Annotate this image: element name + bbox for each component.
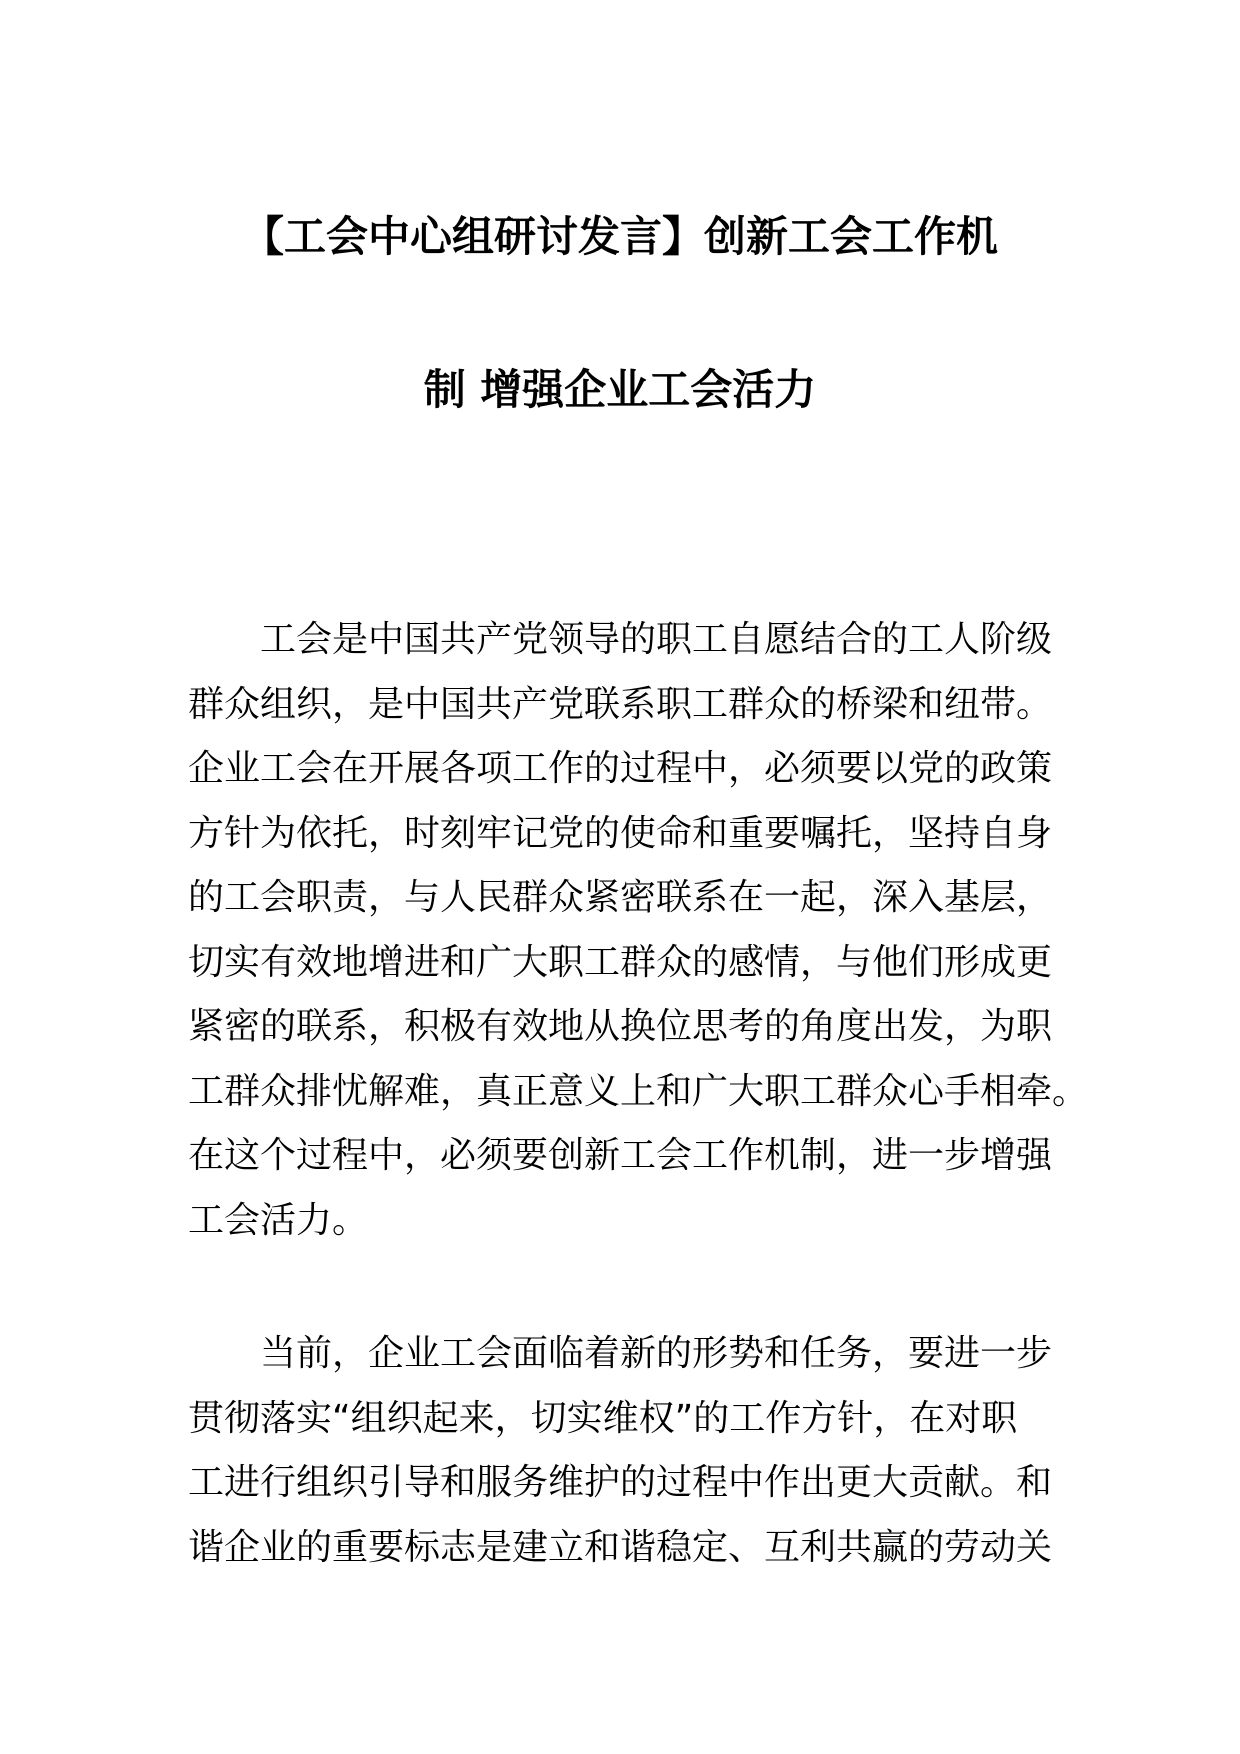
paragraph-line: 贯彻落实“组织起来，切实维权”的工作方针，在对职 <box>188 1397 1018 1439</box>
paragraph-line: 切实有效地增进和广大职工群众的感情，与他们形成更 <box>188 941 1053 983</box>
paragraph-line: 工群众排忧解难，真正意义上和广大职工群众心手相牵。 <box>188 1070 1089 1112</box>
body-paragraph-2 <box>188 1322 1068 1580</box>
paragraph-line: 企业工会在开展各项工作的过程中，必须要以党的政策 <box>188 748 1053 789</box>
paragraph-line: 谐企业的重要标志是建立和谐稳定、互利共赢的劳动关 <box>188 1526 1053 1568</box>
paragraph-line: 方针为依托，时刻牢记党的使命和重要嘱托，坚持自身 <box>188 812 1053 854</box>
document-title-line-1: 【工会中心组研讨发言】创新工会工作机 <box>241 212 998 261</box>
document-title-line-2: 制 增强企业工会活力 <box>423 365 817 414</box>
paragraph-line: 工会活力。 <box>188 1199 369 1241</box>
paragraph-line: 工会是中国共产党领导的职工自愿结合的工人阶级 <box>188 619 1053 660</box>
paragraph-line: 的工会职责，与人民群众紧密联系在一起，深入基层， <box>188 877 1053 918</box>
body-paragraph-1 <box>188 608 1089 1253</box>
paragraph-line: 紧密的联系，积极有效地从换位思考的角度出发，为职 <box>188 1006 1053 1047</box>
paragraph-line: 在这个过程中，必须要创新工会工作机制，进一步增强 <box>188 1135 1053 1176</box>
paragraph-line: 当前，企业工会面临着新的形势和任务，要进一步 <box>188 1333 1053 1374</box>
paragraph-line: 群众组织，是中国共产党联系职工群众的桥梁和纽带。 <box>188 683 1053 725</box>
paragraph-line: 工进行组织引导和服务维护的过程中作出更大贡献。和 <box>188 1462 1053 1503</box>
